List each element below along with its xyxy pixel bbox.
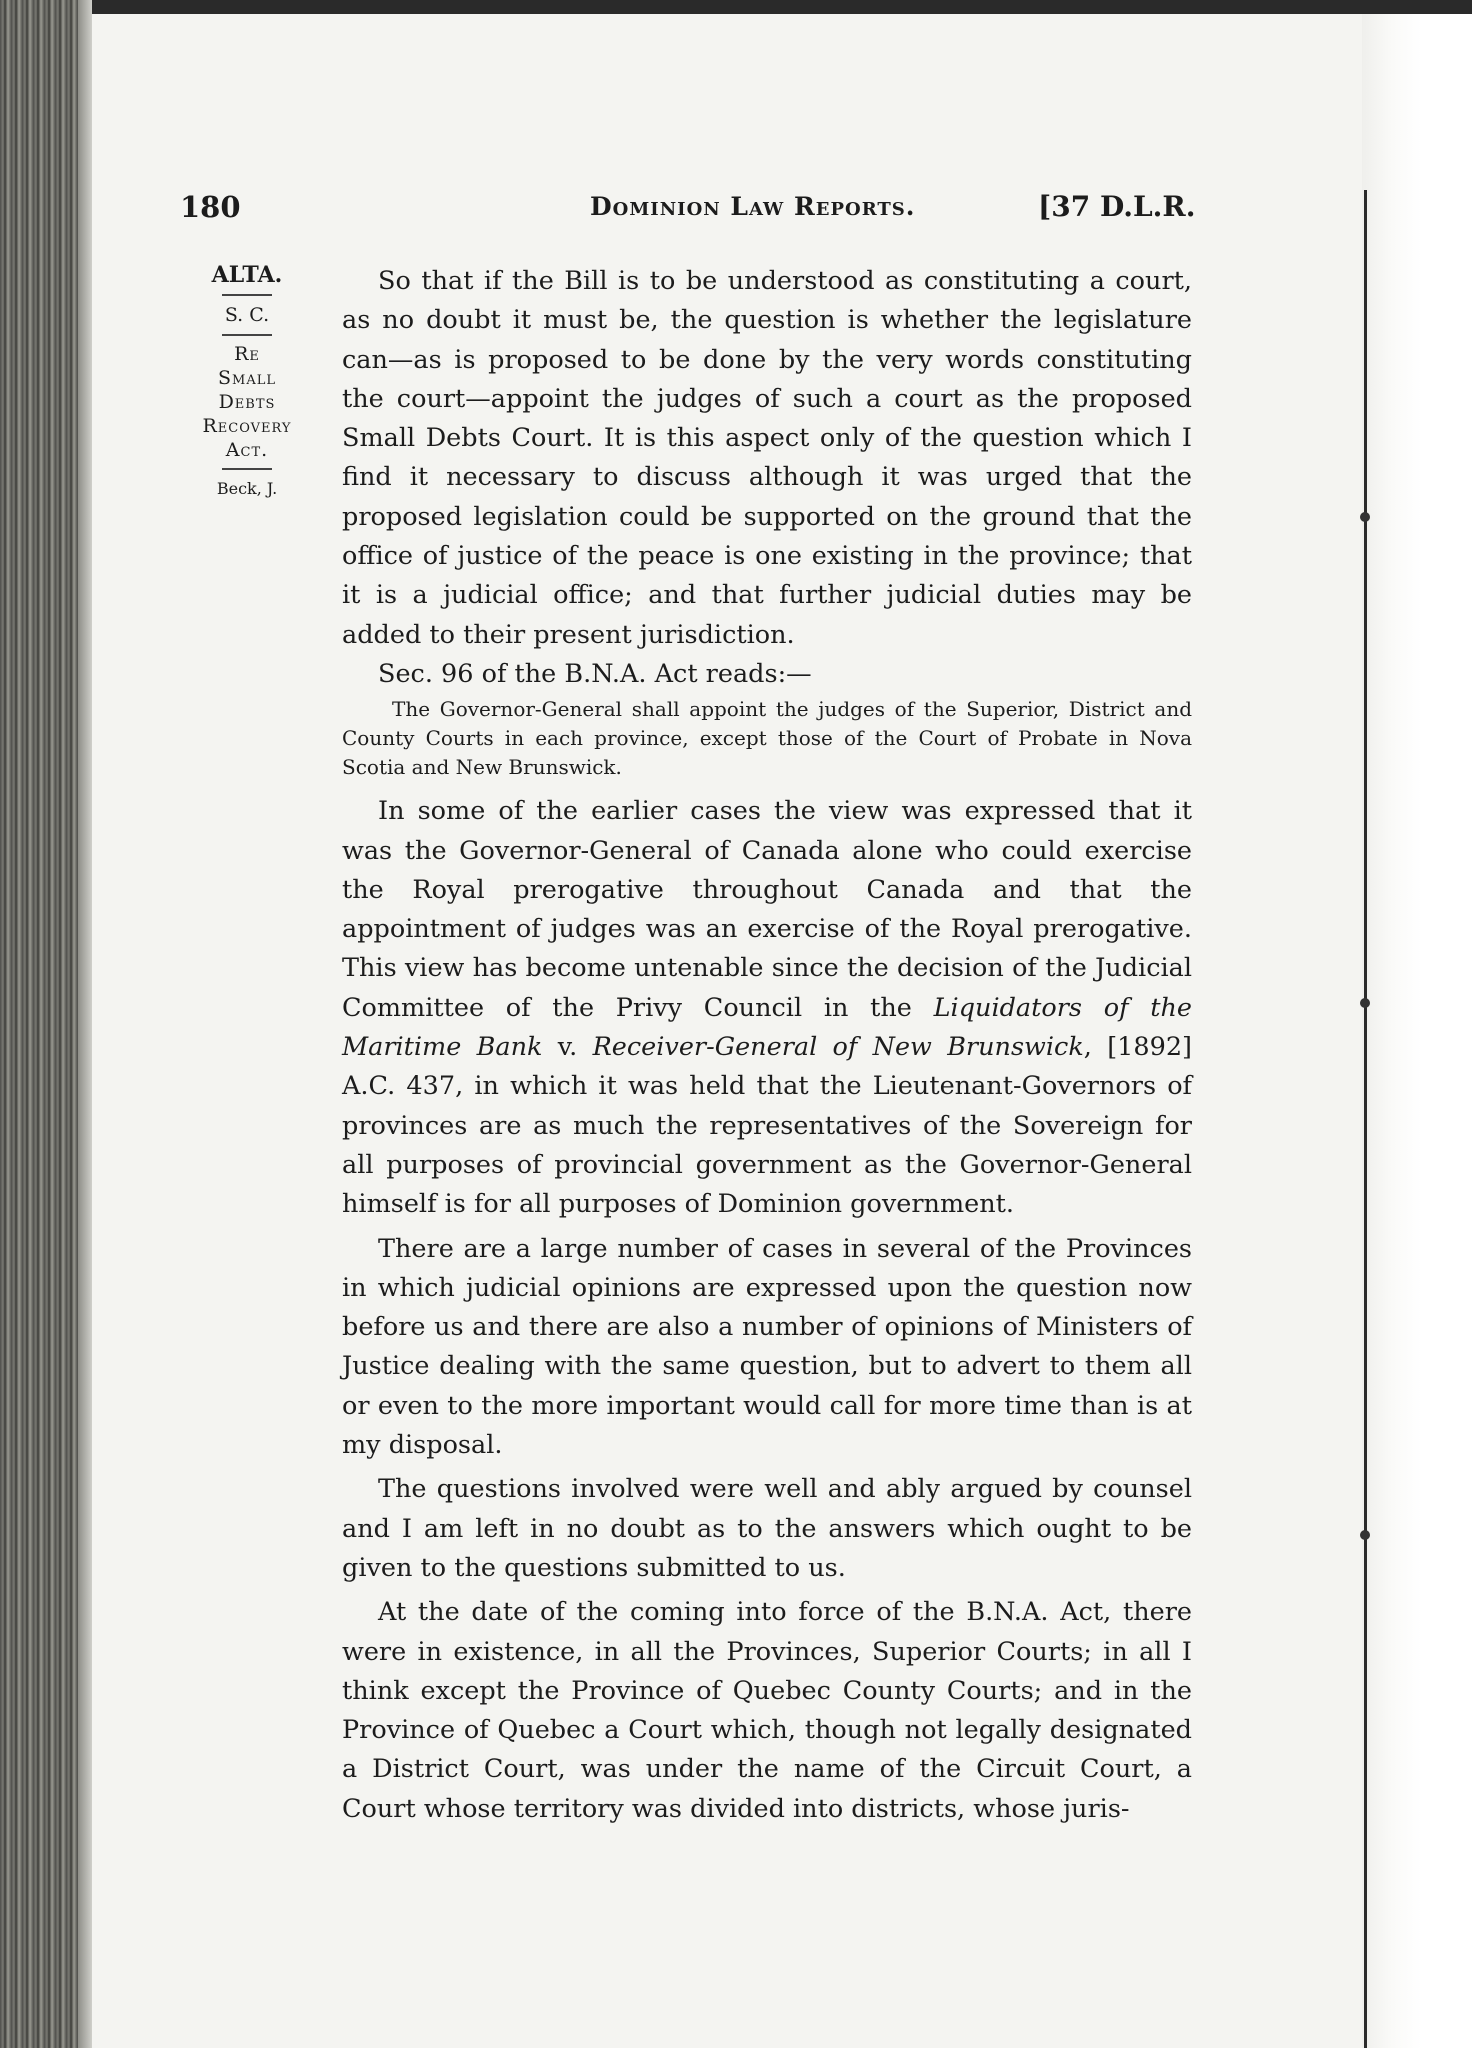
court-label: S. C. (224, 304, 270, 326)
bound-page-edges (0, 0, 92, 2048)
journal-title: Dominion Law Reports. (590, 192, 916, 221)
body-text (342, 262, 1192, 1829)
page-number: 180 (180, 190, 241, 224)
binding-mark (1360, 512, 1370, 522)
paragraph-text: , [1892] A.C. 437, in which it was held that the Lieutenant-Governors of provinces are as much the representatives of the Sovereign for all purposes of provincial government as the Governor-General himself is for all purposes of Dominion government. (342, 1032, 1192, 1220)
sidenote-divider (222, 294, 272, 296)
paragraph: Sec. 96 of the B.N.A. Act reads:— (378, 658, 812, 689)
paragraph: At the date of the coming into force of the B.N.A. Act, there were in existence, in all the Provinces, Superior Courts; in all I think except the Province of Quebec County Courts; and in the Province of Quebec a Court which, though not legally designated a District Court, was under the name of the Circuit Court, a Court whose territory was divided into districts, whose juris- (342, 1597, 1192, 1824)
volume-label: [37 D.L.R. (1038, 190, 1196, 223)
sidenote-divider (222, 468, 272, 470)
paragraph: So that if the Bill is to be understood as constituting a court, as no doubt it must be, the question is whether the legislature can—as is proposed to be done by the very words constituting the court—appoint the judges of such a court as the proposed Small Debts Court. It is this aspect only of the question which I find it necessary to discuss although it was urged that the proposed legislation could be supported on the ground that the office of justice of the peace is one existing in the province; that it is a judicial office; and that further judicial duties may be added to their present jurisdiction. (342, 266, 1192, 650)
binding-mark (1360, 998, 1370, 1008)
case-citation: Receiver-General of New Brunswick (592, 1032, 1084, 1063)
case-name: Re Small Debts Recovery Act. (202, 343, 292, 461)
running-head (0, 190, 1472, 234)
paragraph: The questions involved were well and ably argued by counsel and I am left in no doubt as to the answers which ought to be given to the questions submitted to us. (342, 1474, 1192, 1583)
paragraph: There are a large number of cases in several of the Provinces in which judicial opinions are expressed upon the question now before us and there are also a number of opinions of Ministers of Justice dealing with the same question, but to advert to them all or even to the more important would call for more time than is at my disposal. (342, 1233, 1192, 1461)
paragraph (342, 792, 1192, 1224)
paragraph-text: In some of the earlier cases the view was expressed that it was the Governor-General of Canada alone who could exercise the Royal prerogative throughout Canada and that the appointment of judges was an exercise of the Royal prerogative. This view has become untenable since the decision of the Judicial Committee of the Privy Council in the (342, 796, 1192, 1023)
judge-name: Beck, J. (216, 479, 278, 498)
province-label: ALTA. (211, 262, 283, 288)
right-binding-edge (1362, 14, 1472, 2048)
case-citation: Liquidators of the Maritime Bank (342, 992, 1192, 1063)
sidenote-divider (222, 334, 272, 336)
binding-line (1364, 190, 1367, 2048)
paragraph-text: v. (542, 1032, 593, 1063)
margin-sidenote (182, 262, 312, 502)
statute-quote: The Governor-General shall appoint the judges of the Superior, District and County Courts in each province, except those of the Court of Probate in Nova Scotia and New Brunswick. (342, 697, 1192, 780)
binding-mark (1360, 1530, 1370, 1540)
